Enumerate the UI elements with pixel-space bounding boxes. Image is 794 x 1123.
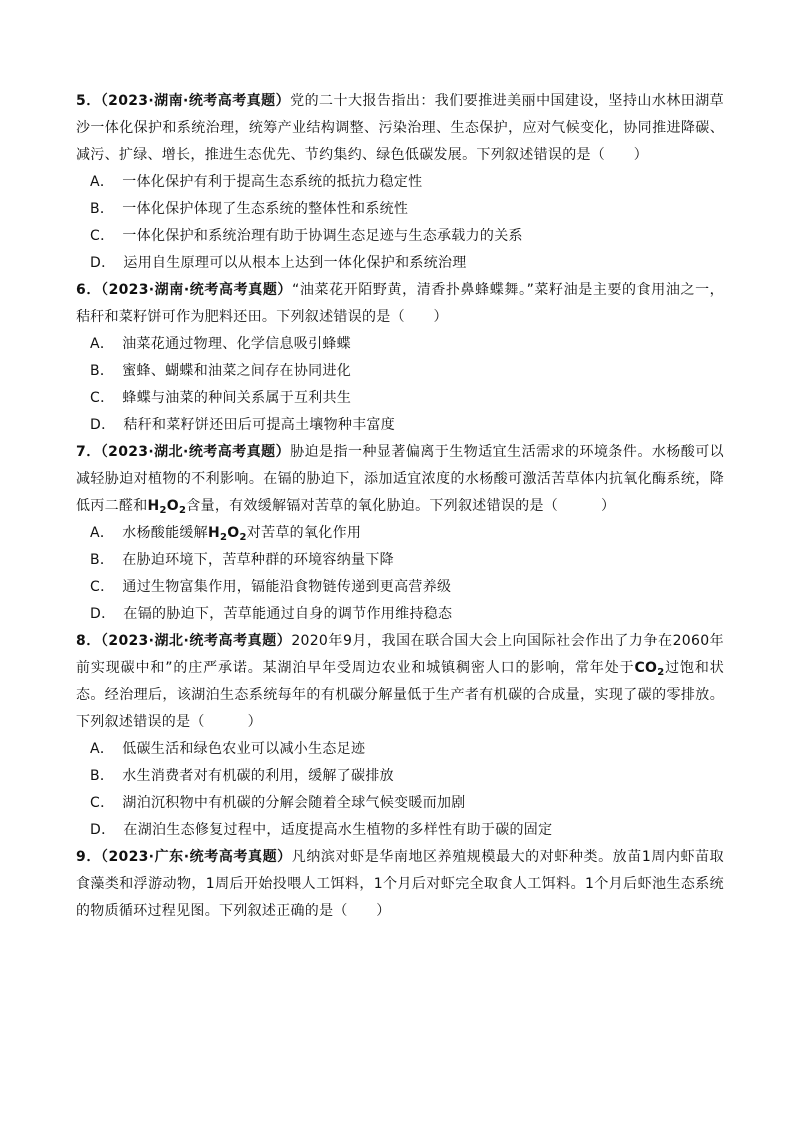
question-stem: 9．（2023·广东·统考高考真题）凡纳滨对虾是华南地区养殖规模最大的对虾种类。放苗1周内虾苗取食藻类和浮游动物，1周后开始投喂人工饵料，1个月后对虾完全取食人工饵料。1个月后虾池生态系统的物质循环过程见图。下列叙述正确的是（ ）: [76, 849, 724, 919]
question-stem: 6．（2023·湖南·统考高考真题）“油菜花开陌野黄，清香扑鼻蜂蝶舞。”菜籽油是主要的食用油之一，秸秆和菜籽饼可作为肥料还田。下列叙述错误的是（ ）: [76, 282, 724, 325]
question-9: [76, 844, 724, 925]
option-a: A． 油菜花通过物理、化学信息吸引蜂蝶: [90, 336, 351, 352]
option-d: D． 在镉的胁迫下，苦草能通过自身的调节作用维持稳态: [90, 606, 453, 622]
option-c: C． 通过生物富集作用，镉能沿食物链传递到更高营养级: [90, 579, 452, 595]
option-c: C． 一体化保护和系统治理有助于协调生态足迹与生态承载力的关系: [90, 228, 523, 244]
question-5: [76, 88, 724, 277]
formula-h2o2: $H_2O_2$: [208, 525, 247, 543]
option-a: A． 一体化保护有利于提高生态系统的抵抗力稳定性: [90, 174, 423, 190]
option-a: A． 水杨酸能缓解$H_2O_2$对苦草的氧化作用: [90, 525, 362, 543]
question-stem: 5．（2023·湖南·统考高考真题）党的二十大报告指出：我们要推进美丽中国建设，坚持山水林田湖草沙一体化保护和系统治理，统筹产业结构调整、污染治理、生态保护，应对气候变化，协同推进降碳、减污、扩绿、增长，推进生态优先、节约集约、绿色低碳发展。下列叙述错误的是（ ）: [76, 93, 724, 163]
question-8: [76, 628, 724, 844]
option-list: [76, 520, 724, 628]
option-b: B． 一体化保护体现了生态系统的整体性和系统性: [90, 201, 409, 217]
question-6: [76, 277, 724, 439]
question-7: [76, 439, 724, 628]
question-number: 7．（2023·湖北·统考高考真题）: [76, 444, 291, 460]
formula-co2: $CO_2$: [634, 660, 665, 678]
option-list: [76, 169, 724, 277]
option-list: [76, 331, 724, 439]
question-number: 8．（2023·湖北·统考高考真题）: [76, 633, 292, 649]
question-number: 6．（2023·湖南·统考高考真题）: [76, 282, 293, 298]
question-number: 9．（2023·广东·统考高考真题）: [76, 849, 292, 865]
option-list: [76, 736, 724, 844]
question-stem: 7．（2023·湖北·统考高考真题）胁迫是指一种显著偏离于生物适宜生活需求的环境条件。水杨酸可以减轻胁迫对植物的不利影响。在镉的胁迫下，添加适宜浓度的水杨酸可激活苦草体内抗氧化酶系统，降低丙二醛和$H_2O_2$含量，有效缓解镉对苦草的氧化胁迫。下列叙述错误的是（ ）: [76, 444, 724, 516]
option-a: A． 低碳生活和绿色农业可以减小生态足迹: [90, 741, 366, 757]
option-d: D． 秸秆和菜籽饼还田后可提高土壤物种丰富度: [90, 417, 396, 433]
formula-h2o2: $H_2O_2$: [147, 498, 187, 516]
question-stem: 8．（2023·湖北·统考高考真题）2020年9月，我国在联合国大会上向国际社会作出了力争在2060年前实现碳中和”的庄严承诺。某湖泊早年受周边农业和城镇稠密人口的影响，常年处于$CO_2$过饱和状态。经治理后，该湖泊生态系统每年的有机碳分解量低于生产者有机碳的合成量，实现了碳的零排放。下列叙述错误的是（ ）: [76, 633, 724, 730]
question-number: 5．（2023·湖南·统考高考真题）: [76, 93, 291, 109]
option-d: D． 运用自生原理可以从根本上达到一体化保护和系统治理: [90, 255, 467, 271]
option-d: D． 在湖泊生态修复过程中，适度提高水生植物的多样性有助于碳的固定: [90, 822, 553, 838]
option-c: C． 湖泊沉积物中有机碳的分解会随着全球气候变暖而加剧: [90, 795, 466, 811]
option-b: B． 水生消费者对有机碳的利用，缓解了碳排放: [90, 768, 394, 784]
option-b: B． 蜜蜂、蝴蝶和油菜之间存在协同进化: [90, 363, 352, 379]
option-b: B． 在胁迫环境下，苦草种群的环境容纳量下降: [90, 552, 394, 568]
option-c: C． 蜂蝶与油菜的种间关系属于互利共生: [90, 390, 352, 406]
